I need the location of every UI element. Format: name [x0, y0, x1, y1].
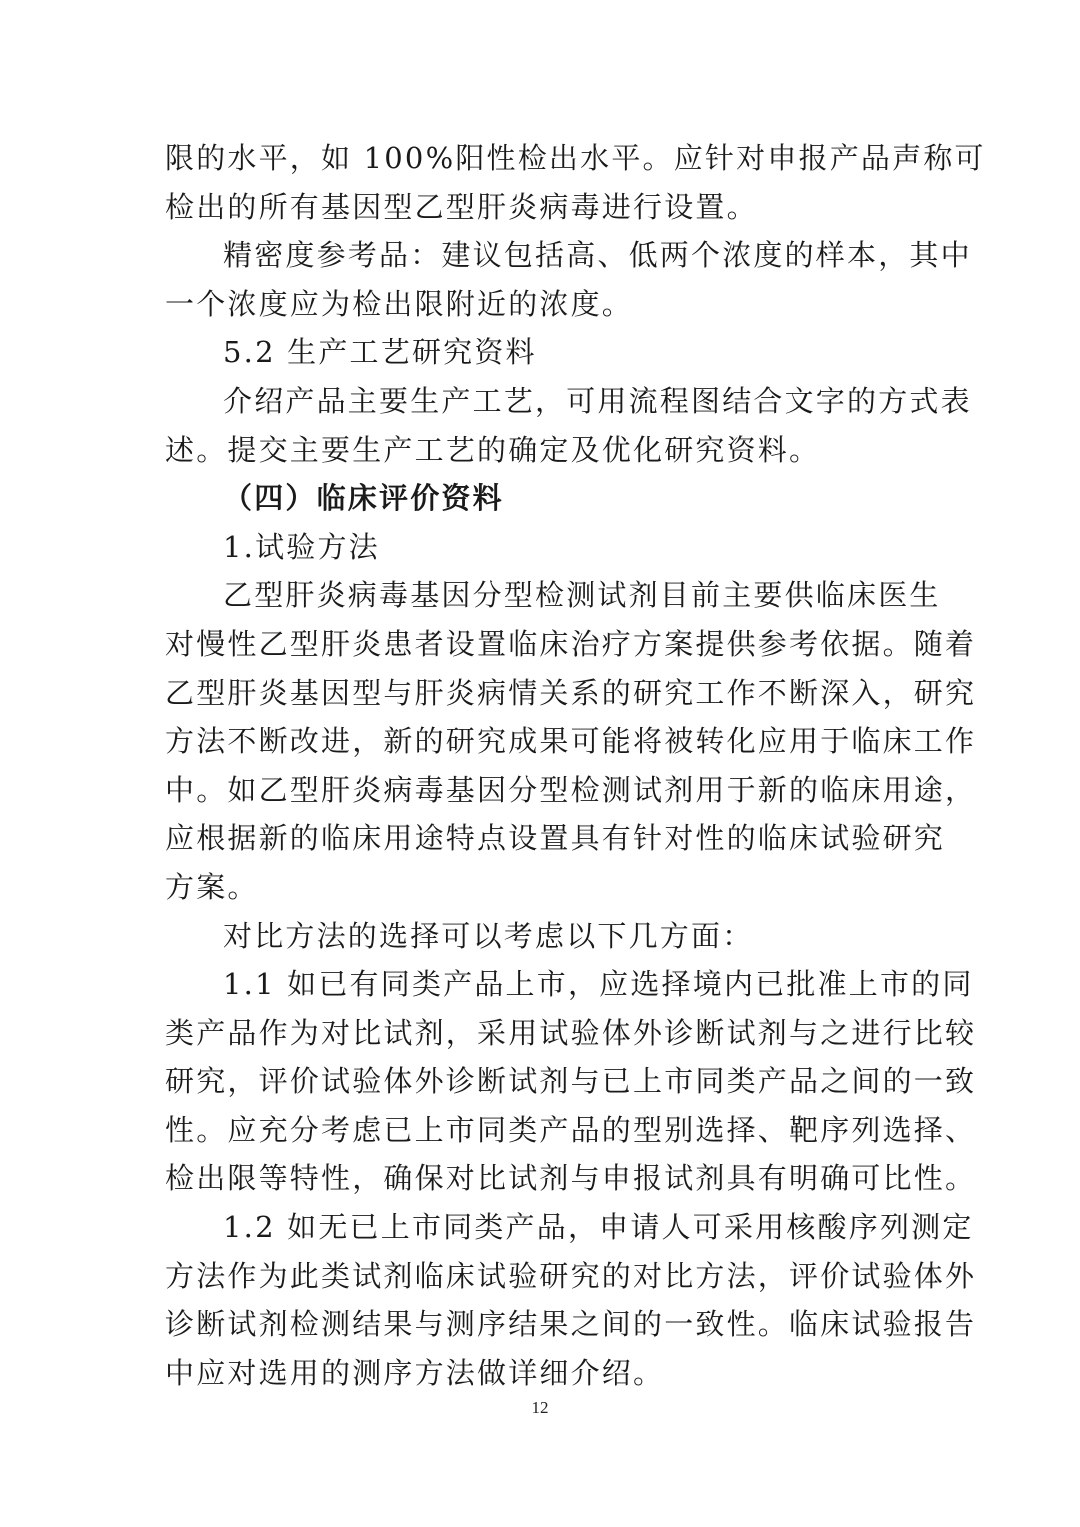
page-number: 12 — [531, 1398, 549, 1417]
paragraph-production-process — [165, 377, 972, 474]
text-line: 乙型肝炎病毒基因分型检测试剂目前主要供临床医生 — [223, 578, 941, 613]
text-line: 5.2 生产工艺研究资料 — [223, 335, 537, 370]
paragraph-test-method-intro — [165, 571, 977, 911]
section-heading-test-method — [165, 523, 917, 572]
text-line: 对比方法的选择可以考虑以下几方面： — [223, 918, 754, 953]
text-line: 研究，评价试验体外诊断试剂与已上市同类产品之间的一致 — [165, 1064, 977, 1099]
text-line: （四）临床评价资料 — [223, 481, 504, 516]
paragraph-item-1-2 — [165, 1203, 977, 1397]
text-line: 检出限等特性，确保对比试剂与申报试剂具有明确可比性。 — [165, 1161, 977, 1196]
section-heading-clinical-evaluation — [165, 474, 917, 523]
text-line: 1.2 如无已上市同类产品，申请人可采用核酸序列测定 — [223, 1210, 974, 1245]
text-line: 类产品作为对比试剂，采用试验体外诊断试剂与之进行比较 — [165, 1015, 977, 1050]
text-line: 中应对选用的测序方法做详细介绍。 — [165, 1355, 665, 1390]
paragraph-detection-limit-reference — [165, 134, 986, 231]
text-line: 1.1 如已有同类产品上市，应选择境内已批准上市的同 — [223, 967, 974, 1002]
text-line: 性。应充分考虑已上市同类产品的型别选择、靶序列选择、 — [165, 1112, 977, 1147]
text-line: 检出的所有基因型乙型肝炎病毒进行设置。 — [165, 189, 758, 224]
text-line: 方法不断改进，新的研究成果可能将被转化应用于临床工作 — [165, 724, 977, 759]
text-line: 方法作为此类试剂临床试验研究的对比方法，评价试验体外 — [165, 1258, 977, 1293]
text-line: 中。如乙型肝炎病毒基因分型检测试剂用于新的临床用途， — [165, 772, 977, 807]
text-line: 一个浓度应为检出限附近的浓度。 — [165, 286, 634, 321]
text-line: 精密度参考品：建议包括高、低两个浓度的样本，其中 — [223, 238, 972, 273]
text-line: 对慢性乙型肝炎患者设置临床治疗方案提供参考依据。随着 — [165, 626, 977, 661]
text-line: 述。提交主要生产工艺的确定及优化研究资料。 — [165, 432, 821, 467]
text-line: 诊断试剂检测结果与测序结果之间的一致性。临床试验报告 — [165, 1307, 977, 1342]
text-line: 乙型肝炎基因型与肝炎病情关系的研究工作不断深入，研究 — [165, 675, 977, 710]
paragraph-item-1-1 — [165, 960, 977, 1203]
paragraph-comparison-method-intro — [165, 912, 917, 961]
document-body — [165, 134, 986, 1397]
text-line: 方案。 — [165, 869, 259, 904]
text-line: 限的水平，如 100%阳性检出水平。应针对申报产品声称可 — [165, 141, 986, 175]
text-line: 介绍产品主要生产工艺，可用流程图结合文字的方式表 — [223, 383, 972, 418]
text-line: 应根据新的临床用途特点设置具有针对性的临床试验研究 — [165, 821, 946, 856]
text-line: 1.试验方法 — [223, 529, 380, 564]
paragraph-precision-reference — [165, 231, 972, 328]
section-heading-5-2 — [165, 328, 917, 377]
